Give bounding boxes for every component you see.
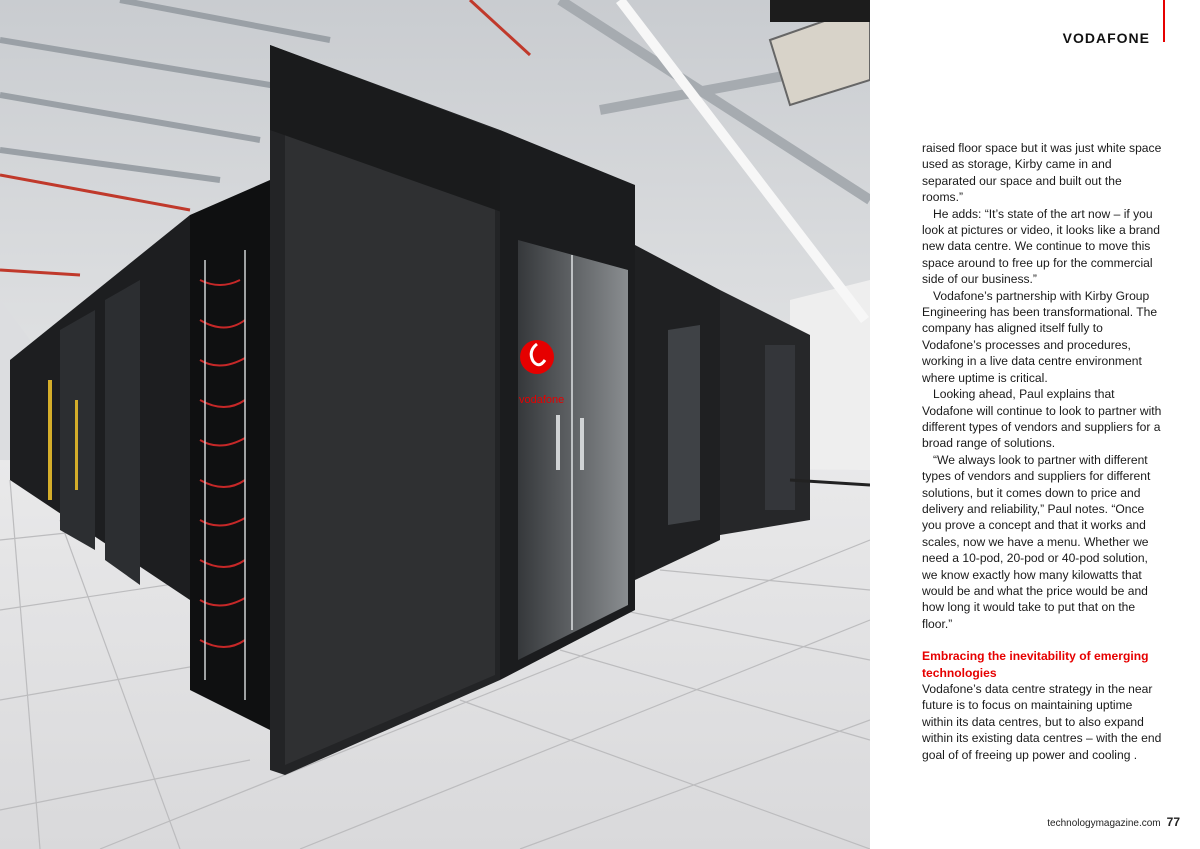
footer-site: technologymagazine.com — [1047, 818, 1161, 829]
page-number: 77 — [1166, 815, 1180, 829]
article-paragraph: He adds: “It’s state of the art now – if you look at pictures or video, it looks like a brand new data centre. We continue to move this space around to free up for the commercial side of our business.” — [922, 206, 1160, 287]
article-paragraph: “We always look to partner with different types of vendors and suppliers for different solutions, but it comes down to price and delivery and reliability,” Paul notes. “Once you prove a concept and that it works and scales, now we have a menu. Whether we need a 10-pod, 20-pod or 40-pod solution, we know exactly how many kilowatts that would be and what the price would be and how long it would take to put that on the floor.” — [922, 452, 1151, 631]
article-body — [922, 140, 1162, 763]
section-accent-rule — [1163, 0, 1165, 42]
vodafone-door-logo: vodafone — [519, 394, 565, 406]
article-paragraph: raised floor space but it was just white space used as storage, Kirby came in and separated our space and built out the rooms.” — [922, 141, 1162, 205]
article-paragraph: Vodafone’s data centre strategy in the near future is to focus on maintaining uptime within its data centres, but to also expand within its existing data centres – with the end goal of of freeing up power and cooling . — [922, 682, 1162, 762]
article-paragraph: Vodafone’s partnership with Kirby Group Engineering has been transformational. The company has aligned itself fully to Vodafone’s processes and procedures, working in a live data centre environment where uptime is critical. — [922, 288, 1158, 385]
article-subheading: Embracing the inevitability of emerging technologies — [922, 649, 1149, 680]
article-paragraph: Looking ahead, Paul explains that Vodafone will continue to look to partner with different types of vendors and suppliers for a broad range of solutions. — [922, 387, 1162, 451]
page-footer — [1047, 815, 1180, 829]
section-header: VODAFONE — [1062, 30, 1150, 46]
